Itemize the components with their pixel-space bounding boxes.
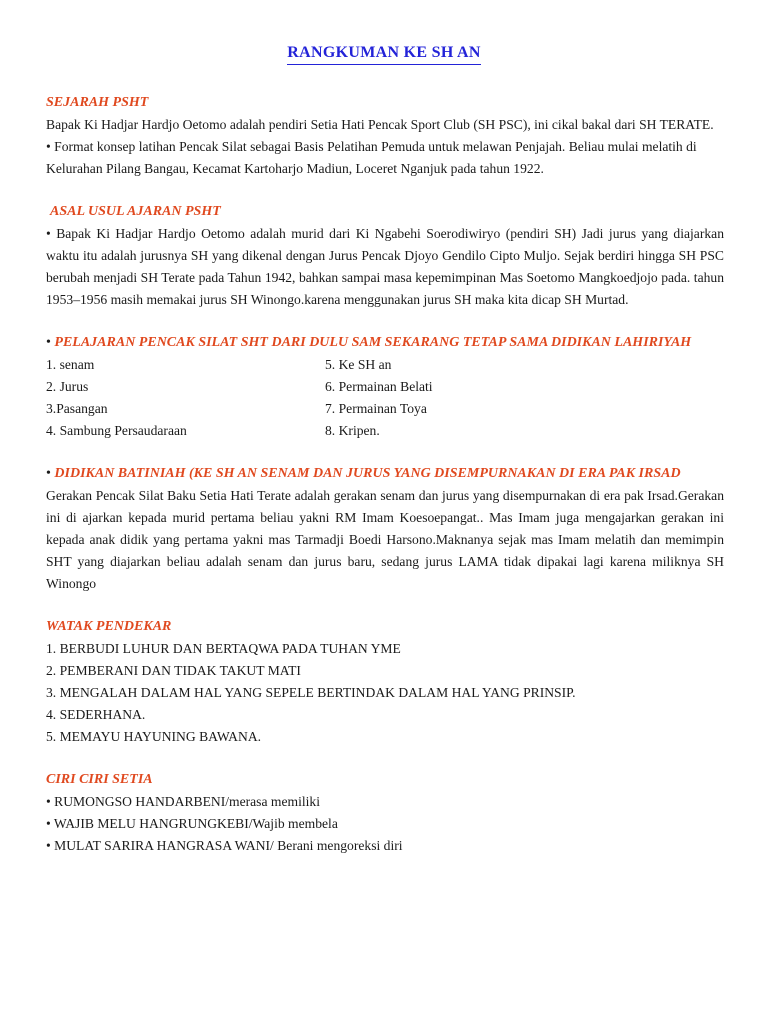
section-batiniah	[46, 463, 724, 595]
section-sejarah	[46, 92, 724, 180]
list-item: 7. Permainan Toya	[325, 401, 427, 416]
section-heading-ciri: CIRI CIRI SETIA	[46, 772, 153, 787]
section-heading-asal-usul: ASAL USUL AJARAN PSHT	[50, 204, 221, 219]
section-heading-batiniah	[46, 463, 724, 485]
list-item: • WAJIB MELU HANGRUNGKEBI/Wajib membela	[46, 816, 338, 831]
sejarah-paragraph-2: • Format konsep latihan Pencak Silat sebagai Basis Pelatihan Pemuda untuk melawan Penjajah. Beliau mulai melatih di Kelurahan Pilang Bangau, Kecamat Kartoharjo Madiun, Loceret Nganjuk pada tahun 1922.	[46, 139, 697, 176]
document-title: RANGKUMAN KE SH AN	[287, 44, 480, 65]
spacer	[46, 595, 724, 616]
list-item: 1. senam	[46, 357, 95, 372]
spacer	[46, 442, 724, 463]
list-item: 4. Sambung Persaudaraan	[46, 423, 187, 438]
section-ciri	[46, 769, 724, 857]
section-pelajaran	[46, 332, 724, 442]
list-item: 5. MEMAYU HAYUNING BAWANA.	[46, 729, 262, 744]
list-item: • MULAT SARIRA HANGRASA WANI/ Berani mengoreksi diri	[46, 838, 403, 853]
title-wrap	[0, 44, 768, 65]
bullet: •	[46, 466, 55, 481]
section-asal-usul	[46, 201, 724, 311]
list-item: 3.Pasangan	[46, 401, 108, 416]
asal-usul-paragraph: • Bapak Ki Hadjar Hardjo Oetomo adalah murid dari Ki Ngabehi Soerodiwiryo (pendiri SH) Jadi jurus yang diajarkan waktu itu adalah jurusnya SH yang dikenal dengan Jurus Pencak Djoyo Gendilo Cipto Muljo. Sejak berdiri hingga SH PSC berubah menjadi SH Terate pada Tahun 1942, bahkan sampai masa kepemimpinan Mas Soetomo Mangkoedjojo pada. tahun 1953–1956 masih memakai jurus SH Winongo.karena menggunakan jurus SH maka kita dicap SH Murtad.	[46, 226, 724, 307]
section-watak	[46, 616, 724, 748]
list-item: 8. Kripen.	[325, 423, 380, 438]
list-item: 5. Ke SH an	[325, 357, 392, 372]
pelajaran-list	[46, 354, 724, 442]
section-heading-sejarah: SEJARAH PSHT	[46, 95, 149, 110]
spacer	[46, 748, 724, 769]
spacer	[46, 180, 724, 201]
spacer	[46, 311, 724, 332]
pelajaran-list-left	[46, 354, 325, 442]
list-item: 2. Jurus	[46, 379, 89, 394]
section-heading-pelajaran	[46, 332, 724, 354]
list-item: 3. MENGALAH DALAM HAL YANG SEPELE BERTINDAK DALAM HAL YANG PRINSIP.	[46, 685, 576, 700]
sejarah-paragraph-1: Bapak Ki Hadjar Hardjo Oetomo adalah pendiri Setia Hati Pencak Sport Club (SH PSC), ini cikal bakal dari SH TERATE.	[46, 117, 714, 132]
list-item: 6. Permainan Belati	[325, 379, 433, 394]
list-item: 2. PEMBERANI DAN TIDAK TAKUT MATI	[46, 663, 301, 678]
document-content	[46, 92, 724, 857]
pelajaran-heading-text: PELAJARAN PENCAK SILAT SHT DARI DULU SAM SEKARANG TETAP SAMA DIDIKAN LAHIRIYAH	[54, 335, 692, 350]
list-item: 1. BERBUDI LUHUR DAN BERTAQWA PADA TUHAN YME	[46, 641, 401, 656]
bullet: •	[46, 335, 55, 350]
section-heading-watak: WATAK PENDEKAR	[46, 619, 172, 634]
list-item: 4. SEDERHANA.	[46, 707, 146, 722]
batiniah-heading-text: DIDIKAN BATINIAH (KE SH AN SENAM DAN JURUS YANG DISEMPURNAKAN DI ERA PAK IRSAD	[54, 466, 681, 481]
batiniah-paragraph: Gerakan Pencak Silat Baku Setia Hati Terate adalah gerakan senam dan jurus yang disempurnakan di era pak Irsad.Gerakan ini di ajarkan kepada murid pertama beliau yakni RM Imam Koesoepangat.. Mas Imam juga mengajarkan gerakan ini kepada anak didik yang pertama yakni mas Tarmadji Boedi Harsono.Maknanya sejak mas Imam melatih dan memimpin SHT yang diajarkan beliau adalah senam dan jurus baru, sedang jurus LAMA tidak dipakai lagi karena miliknya SH Winongo	[46, 488, 724, 591]
list-item: • RUMONGSO HANDARBENI/merasa memiliki	[46, 794, 320, 809]
pelajaran-list-right	[325, 354, 724, 442]
